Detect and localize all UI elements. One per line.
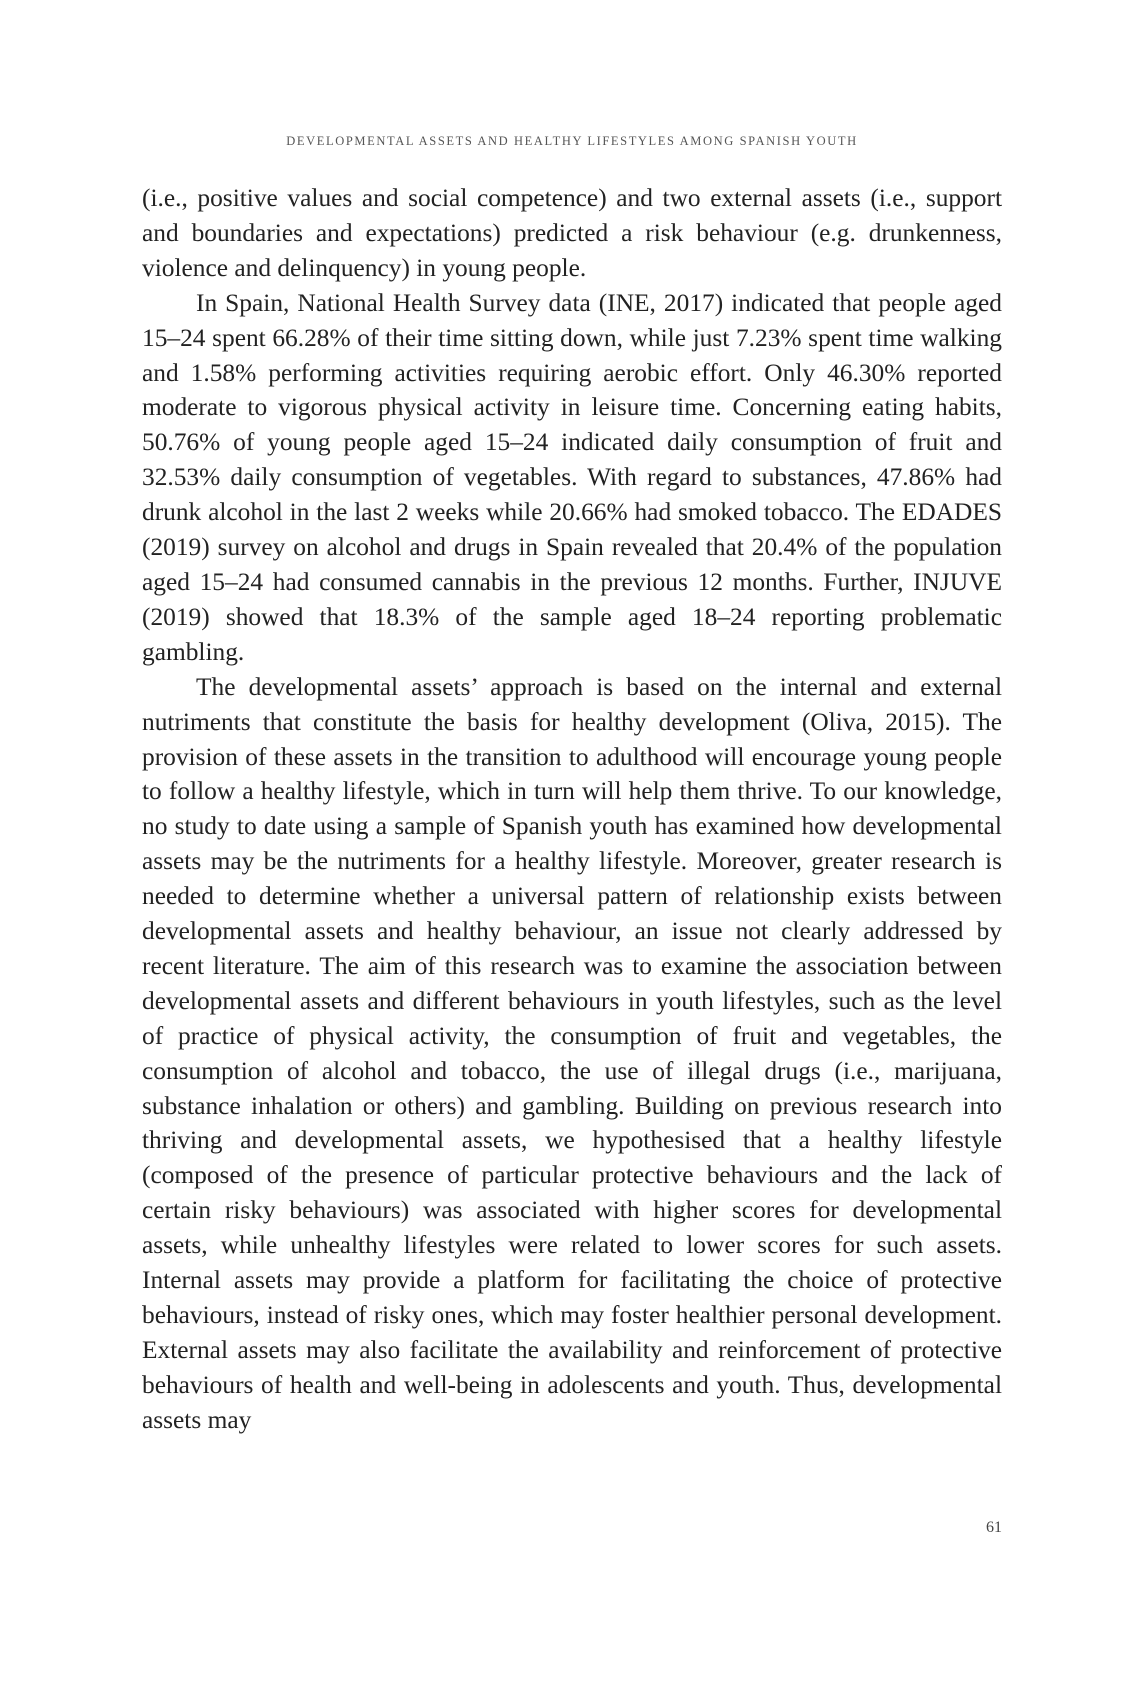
- paragraph-developmental-assets: The developmental assets’ approach is based on the internal and external nutriments that constitute the basis for healthy development (Oliva, 2015). The provision of these assets in the transition to adulthood will encourage young people to follow a healthy lifestyle, which in turn will help them thrive. To our knowledge, no study to date using a sample of Spanish youth has examined how developmental assets may be the nutriments for a healthy lifestyle. Moreover, greater research is needed to determine whether a universal pattern of relationship exists between developmental assets and healthy behaviour, an issue not clearly addressed by recent literature. The aim of this research was to examine the association between developmental assets and different behaviours in youth lifestyles, such as the level of practice of physical activity, the consumption of fruit and vegetables, the consumption of alcohol and tobacco, the use of illegal drugs (i.e., marijuana, substance inhalation or others) and gambling. Building on previous research into thriving and developmental assets, we hypothesised that a healthy lifestyle (composed of the presence of particular protective behaviours and the lack of certain risky behaviours) was associated with higher scores for developmental assets, while unhealthy lifestyles were related to lower scores for such assets. Internal assets may provide a platform for facilitating the choice of protective behaviours, instead of risky ones, which may foster healthier personal development. External assets may also facilitate the availability and reinforcement of protective behaviours of health and well-being in adolescents and youth. Thus, developmental assets may: [142, 672, 1002, 1434]
- body-text: [142, 181, 1002, 1438]
- running-header: DEVELOPMENTAL ASSETS AND HEALTHY LIFESTYLES AMONG SPANISH YOUTH: [286, 134, 858, 148]
- page-number: 61: [986, 1519, 1002, 1536]
- paragraph-spain-statistics: In Spain, National Health Survey data (INE, 2017) indicated that people aged 15–24 spent 66.28% of their time sitting down, while just 7.23% spent time walking and 1.58% performing activities requiring aerobic effort. Only 46.30% reported moderate to vigorous physical activity in leisure time. Concerning eating habits, 50.76% of young people aged 15–24 indicated daily consumption of fruit and 32.53% daily consumption of vegetables. With regard to substances, 47.86% had drunk alcohol in the last 2 weeks while 20.66% had smoked tobacco. The EDADES (2019) survey on alcohol and drugs in Spain revealed that 20.4% of the population aged 15–24 had consumed cannabis in the previous 12 months. Further, INJUVE (2019) showed that 18.3% of the sample aged 18–24 reporting problematic gambling.: [142, 288, 1002, 666]
- paragraph-continuation: (i.e., positive values and social competence) and two external assets (i.e., support and boundaries and expectations) predicted a risk behaviour (e.g. drunkenness, violence and delinquency) in young people.: [142, 184, 1002, 282]
